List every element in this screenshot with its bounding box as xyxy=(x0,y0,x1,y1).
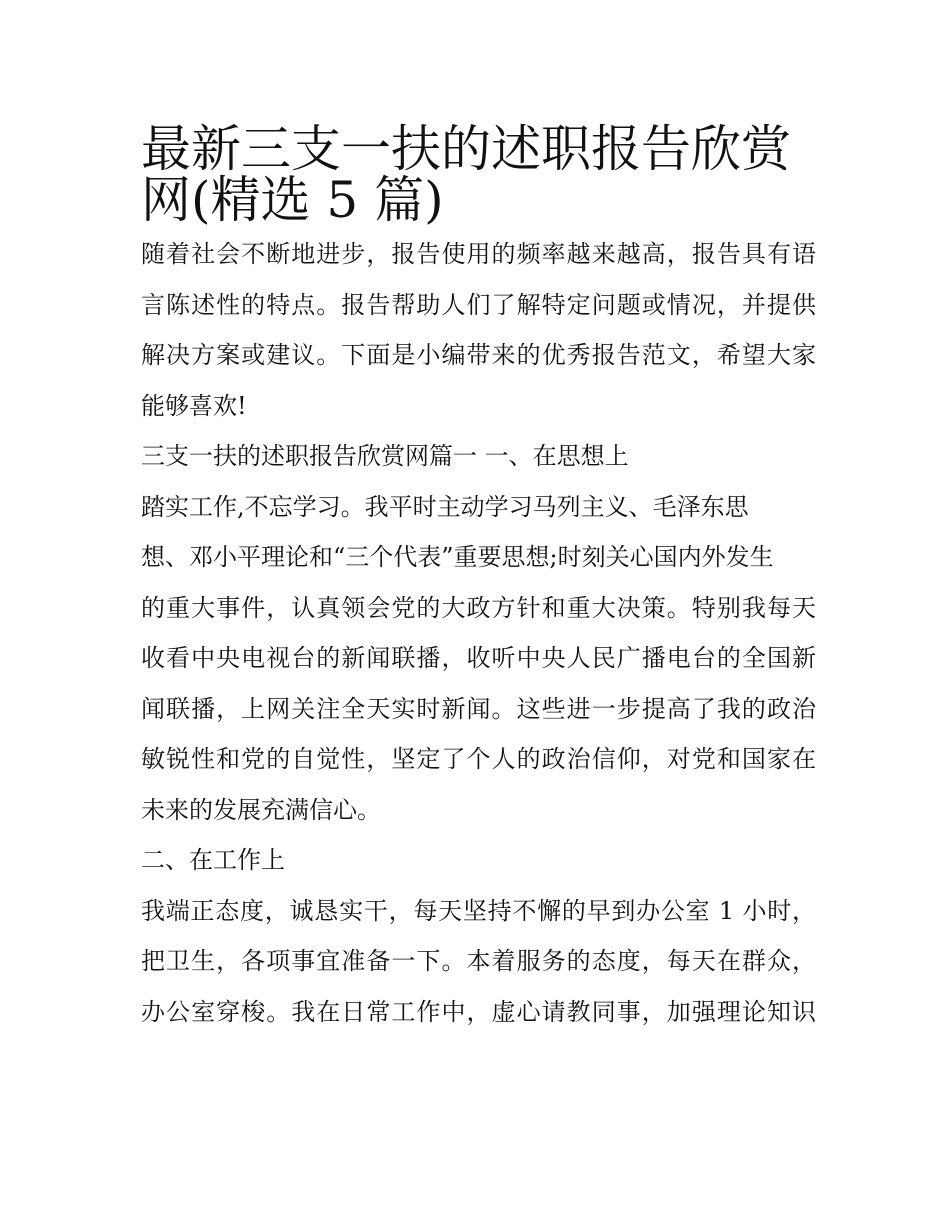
body-line: 敏锐性和党的自觉性，坚定了个人的政治信仰，对党和国家在 xyxy=(141,745,816,773)
document-body xyxy=(141,229,816,1037)
document-content xyxy=(141,112,816,1037)
body-line: 踏实工作,不忘学习。我平时主动学习马列主义、毛泽东思 xyxy=(141,492,749,521)
body-line: 解决方案或建议。下面是小编带来的优秀报告范文，希望大家 xyxy=(141,341,816,369)
body-line: 办公室穿梭。我在日常工作中，虚心请教同事，加强理论知识 xyxy=(141,997,816,1026)
body-line: 把卫生，各项事宜准备一下。本着服务的态度，每天在群众， xyxy=(141,947,816,975)
body-line: 随着社会不断地进步，报告使用的频率越来越高，报告具有语 xyxy=(141,240,816,268)
section-heading: 二、在工作上 xyxy=(141,846,285,874)
body-line: 我端正态度，诚恳实干，每天坚持不懈的早到办公室 1 小时， xyxy=(141,896,816,925)
body-line: 未来的发展充满信心。 xyxy=(141,795,381,824)
title-line: 网(精选 5 篇) xyxy=(141,170,444,229)
document-title xyxy=(141,112,816,229)
body-line: 收看中央电视台的新闻联播，收听中央人民广播电台的全国新 xyxy=(141,644,816,672)
body-line: 能够喜欢! xyxy=(141,391,247,420)
section-heading: 三支一扶的述职报告欣赏网篇一 一、在思想上 xyxy=(141,442,629,470)
body-line: 闻联播，上网关注全天实时新闻。这些进一步提高了我的政治 xyxy=(141,694,816,723)
title-line: 最新三支一扶的述职报告欣赏 xyxy=(141,120,791,178)
body-line: 言陈述性的特点。报告帮助人们了解特定问题或情况，并提供 xyxy=(141,290,816,319)
body-line: 想、邓小平理论和“三个代表”重要思想;时刻关心国内外发生 xyxy=(141,543,774,571)
body-line: 的重大事件，认真领会党的大政方针和重大决策。特别我每天 xyxy=(141,593,816,622)
